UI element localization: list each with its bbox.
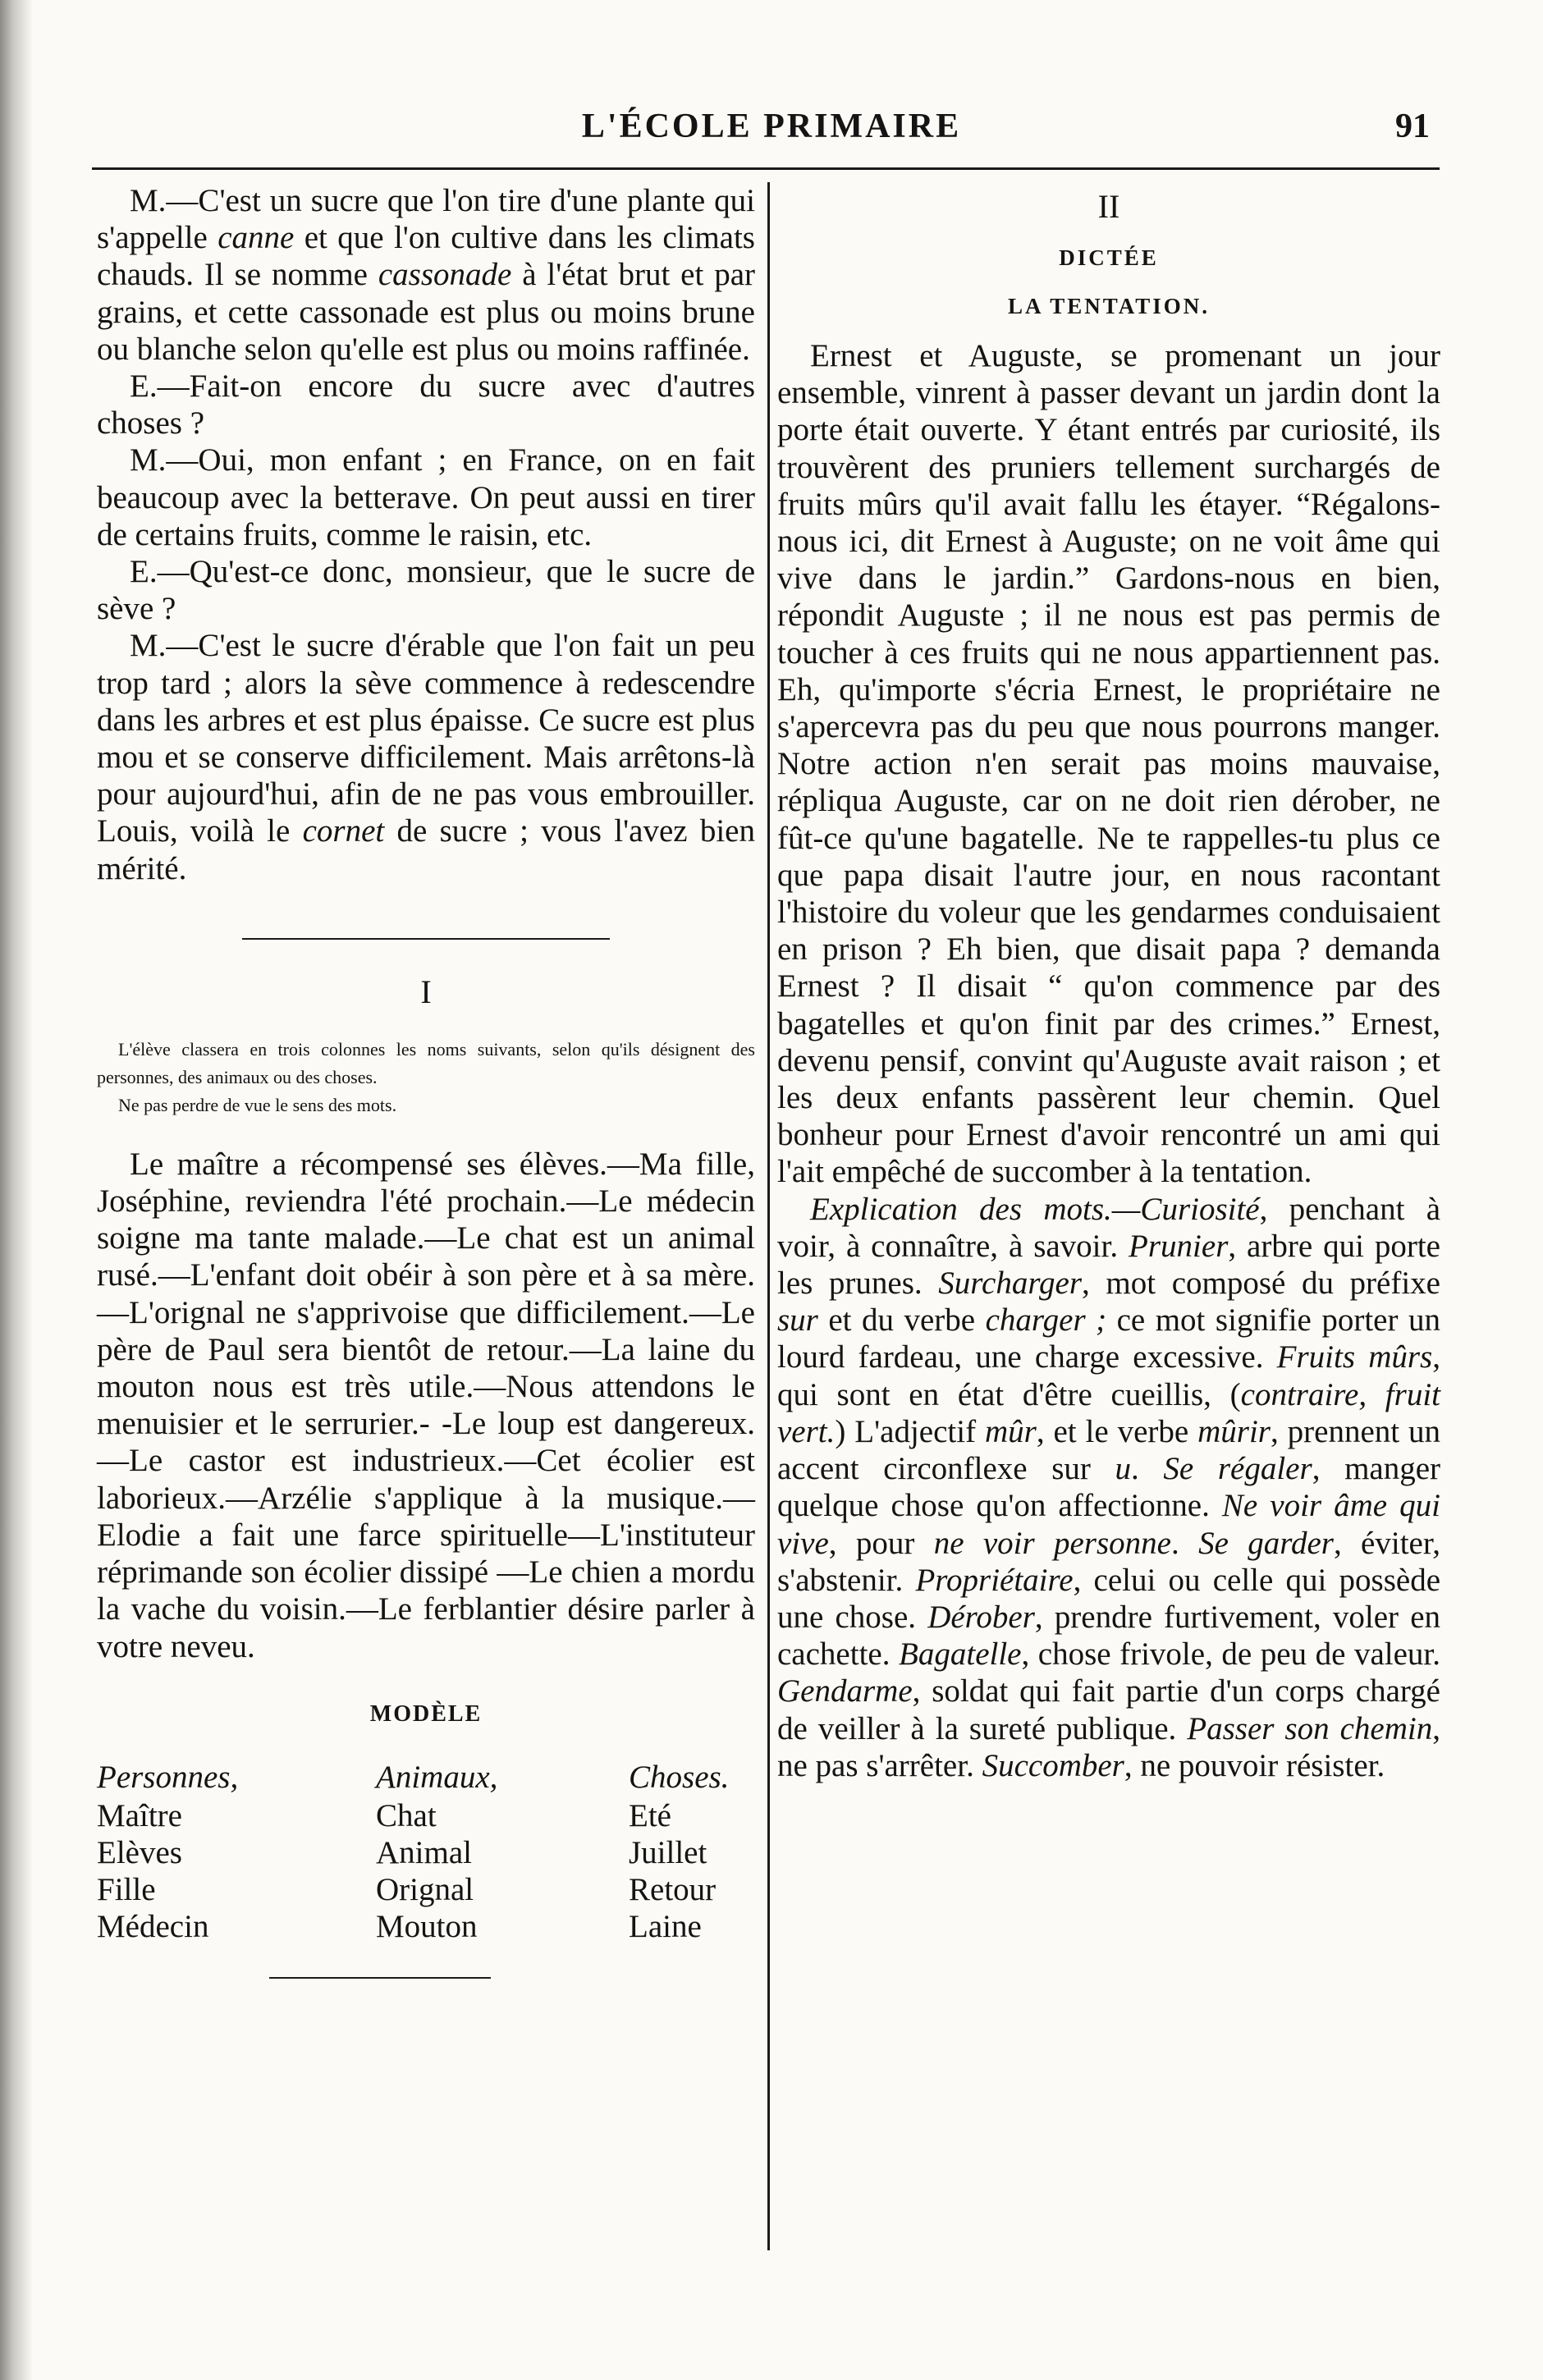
text-run: , arbre qui porte les prunes. xyxy=(777,1228,1440,1302)
text-run: , soldat qui fait partie d'un corps chargé de veiller à la sureté publique. xyxy=(777,1673,1440,1746)
italic-term: mûrir xyxy=(1197,1413,1271,1449)
model-header: Animaux, xyxy=(376,1759,498,1795)
text-run: , éviter, s'abstenir. xyxy=(777,1525,1441,1598)
model-cell: Juillet xyxy=(629,1834,707,1870)
text-run: , celui ou celle qui possède une chose. xyxy=(777,1562,1441,1635)
section-numeral-i: I xyxy=(420,973,432,1010)
model-cell: Médecin xyxy=(97,1908,209,1944)
italic-term: Succomber xyxy=(982,1747,1124,1783)
left-column xyxy=(97,182,755,1979)
text-run: . xyxy=(1131,1451,1164,1487)
section-numeral-ii: II xyxy=(1097,188,1120,225)
dictation-text xyxy=(777,337,1440,1191)
model-cell: Mouton xyxy=(376,1908,478,1944)
italic-term: Se garder xyxy=(1198,1525,1334,1561)
text-run: , prendre furtivement, voler en cachette. xyxy=(777,1599,1441,1673)
italic-term: Surcharger xyxy=(938,1266,1083,1302)
dictation-heading: DICTÉE xyxy=(1059,245,1159,270)
text-run: E.—Qu'est-ce donc, monsieur, que le sucre de sève ? xyxy=(97,554,755,627)
italic-term: ne voir personne xyxy=(933,1525,1171,1561)
dictation-title: LA TENTATION. xyxy=(1007,294,1211,318)
text-run: E.—Fait-on encore du sucre avec d'autres choses ? xyxy=(97,368,755,442)
italic-term: canne xyxy=(217,220,295,256)
model-cell: Retour xyxy=(629,1871,717,1907)
model-cell: Laine xyxy=(629,1908,702,1944)
page-edge-shadow xyxy=(0,0,33,2380)
dialogue-paragraph xyxy=(97,553,755,627)
italic-term: Bagatelle xyxy=(899,1636,1022,1673)
model-table xyxy=(97,1759,755,1956)
model-cell: Orignal xyxy=(376,1871,474,1907)
text-run: , qui sont en état d'être cueillis, ( xyxy=(777,1339,1440,1412)
model-cell: Chat xyxy=(376,1797,437,1833)
text-run: et du verbe xyxy=(817,1302,986,1339)
word-explanations xyxy=(777,1191,1440,1784)
model-column-persons xyxy=(97,1759,238,1945)
text-run: , ne pouvoir résister. xyxy=(1124,1747,1385,1783)
end-rule xyxy=(269,1977,491,1979)
italic-term: Fruits mûrs xyxy=(1276,1339,1433,1375)
italic-term: cassonade xyxy=(378,257,512,293)
text-run: Ernest et Auguste, se promenant un jour ensemble, vinrent à passer devant un jardin dont la porte était ouverte. Y étant entrés par curiosité, ils trouvèrent des pruniers tellement surchargés de fruits mûrs qu'il avait fallu les étayer. “Régalons-nous ici, dit Ernest à Auguste; on ne voit âme qui vive dans le jardin.” Gardons-nous en bien, répondit Auguste ; il ne nous est pas permis de toucher à ces fruits qui ne nous appartiennent pas. Eh, qu'importe s'écria Ernest, le propriétaire ne s'apercevra pas du peu que nous pourrons manger. Notre action n'en serait pas moins mauvaise, répliqua Auguste, car on ne doit rien dérober, ne fût-ce qu'une bagatelle. Ne te rappelles-tu plus ce que papa disait l'autre jour, en nous racontant l'histoire du voleur que les gendarmes conduisaient en prison ? Eh bien, que disait papa ? demanda Ernest ? Il disait “ qu'on commence par des bagatelles et qu'on finit par des crimes.” Ernest, devenu pensif, convint qu'Auguste avait raison ; et les deux enfants passèrent leur chemin. Quel bonheur pour Ernest d'avoir rencontré un ami qui l'ait empêché de succomber à la tentation. xyxy=(777,338,1440,1190)
text-run: M.—C'est le sucre d'érable que l'on fait un peu trop tard ; alors la sève commence à redescendre dans les arbres et est plus épaisse. Ce sucre est plus mou et se conserve difficilement. Mais arrêtons-là pour aujourd'hui, afin de ne pas vous embrouiller. Louis, voilà le xyxy=(97,628,755,849)
text-run: , penchant à voir, à connaître, à savoir. xyxy=(777,1191,1441,1264)
italic-term: Dérober xyxy=(927,1599,1035,1635)
exercise-sentences: Le maître a récompensé ses élèves.—Ma fille, Joséphine, reviendra l'été prochain.—Le médecin soigne ma tante malade.—Le chat est un animal rusé.—L'enfant doit obéir à son père et à sa mère.—L'orignal ne s'apprivoise que difficilement.—Le père de Paul sera bientôt de retour.—La laine du mouton nous est très utile.—Nous attendons le menuisier et le serrurier.- -Le loup est dangereux.—Le castor est industrieux.—Cet écolier est laborieux.—Arzélie s'applique à la musique.—Elodie a fait une farce spirituelle—L'instituteur réprimande son écolier dissipé —Le chien a mordu la vache du voisin.—Le ferblantier désire parler à votre neveu. xyxy=(97,1146,755,1664)
text-run: , mot composé du préfixe xyxy=(1082,1266,1440,1302)
italic-term: cornet xyxy=(302,813,385,849)
model-title: MODÈLE xyxy=(369,1700,483,1727)
dialogue-paragraph xyxy=(97,627,755,886)
text-run: de sucre ; vous l'avez bien mérité. xyxy=(97,813,755,886)
italic-term: Gendarme xyxy=(777,1673,913,1709)
italic-term: Prunier xyxy=(1129,1228,1229,1264)
dialogue-paragraph xyxy=(97,442,755,553)
model-header: Personnes, xyxy=(97,1759,239,1795)
right-column xyxy=(777,182,1440,1784)
italic-term: sur xyxy=(777,1302,818,1339)
text-run: , et le verbe xyxy=(1036,1413,1198,1449)
text-run: à l'état brut et par grains, et cette cassonade est plus ou moins brune ou blanche selon qu'elle est plus ou moins raffinée. xyxy=(97,257,755,367)
column-divider xyxy=(767,182,770,2250)
text-run: ) L'adjectif xyxy=(835,1413,985,1449)
model-cell: Animal xyxy=(376,1834,472,1870)
dialogue-text xyxy=(97,182,755,887)
italic-term: Se régaler xyxy=(1163,1451,1312,1487)
model-cell: Maître xyxy=(97,1797,182,1833)
text-run: , ne pas s'arrêter. xyxy=(777,1710,1440,1783)
model-cell: Elèves xyxy=(97,1834,182,1870)
text-run: M.—C'est un sucre que l'on tire d'une plante qui s'appelle xyxy=(97,183,755,256)
model-cell: Fille xyxy=(97,1871,156,1907)
italic-term: Explication des mots.—Curiosité xyxy=(810,1191,1260,1227)
model-header: Choses. xyxy=(629,1759,730,1795)
section-separator-rule xyxy=(242,938,610,940)
dialogue-paragraph xyxy=(97,182,755,368)
exercise-instruction: L'élève classera en trois colonnes les noms suivants, selon qu'ils désignent des personnes, des animaux ou des choses. xyxy=(97,1038,755,1087)
italic-term: Ne voir âme qui vive xyxy=(777,1488,1440,1561)
text-run: , chose frivole, de peu de valeur. xyxy=(1021,1636,1440,1673)
italic-term: Passer son chemin xyxy=(1187,1710,1433,1746)
text-run: ce mot signifie porter un lourd fardeau, une charge excessive. xyxy=(777,1302,1440,1375)
italic-term: u xyxy=(1115,1451,1132,1487)
text-run: M.—Oui, mon enfant ; en France, on en fait beaucoup avec la betterave. On peut aussi en tirer de certains fruits, comme le raisin, etc. xyxy=(97,442,755,552)
text-run: et que l'on cultive dans les climats chauds. Il se nomme xyxy=(97,220,755,293)
italic-term: Propriétaire xyxy=(915,1562,1074,1598)
dialogue-paragraph xyxy=(97,368,755,442)
text-run: . xyxy=(1170,1525,1199,1561)
running-header-title: L'ÉCOLE PRIMAIRE xyxy=(581,108,962,145)
exercise-instruction: Ne pas perdre de vue le sens des mots. xyxy=(118,1094,397,1115)
text-run: , prennent un accent circonflexe sur xyxy=(777,1413,1440,1487)
header-rule xyxy=(92,167,1440,170)
text-run: , manger quelque chose qu'on affectionne. xyxy=(777,1451,1441,1524)
model-column-things xyxy=(629,1759,729,1945)
italic-term: contraire, fruit vert. xyxy=(777,1376,1440,1449)
model-column-animals xyxy=(376,1759,497,1945)
text-run: , pour xyxy=(828,1525,934,1561)
italic-term: mûr xyxy=(984,1413,1037,1449)
model-cell: Eté xyxy=(629,1797,671,1833)
italic-term: charger ; xyxy=(985,1302,1107,1339)
page-number: 91 xyxy=(1395,108,1430,145)
